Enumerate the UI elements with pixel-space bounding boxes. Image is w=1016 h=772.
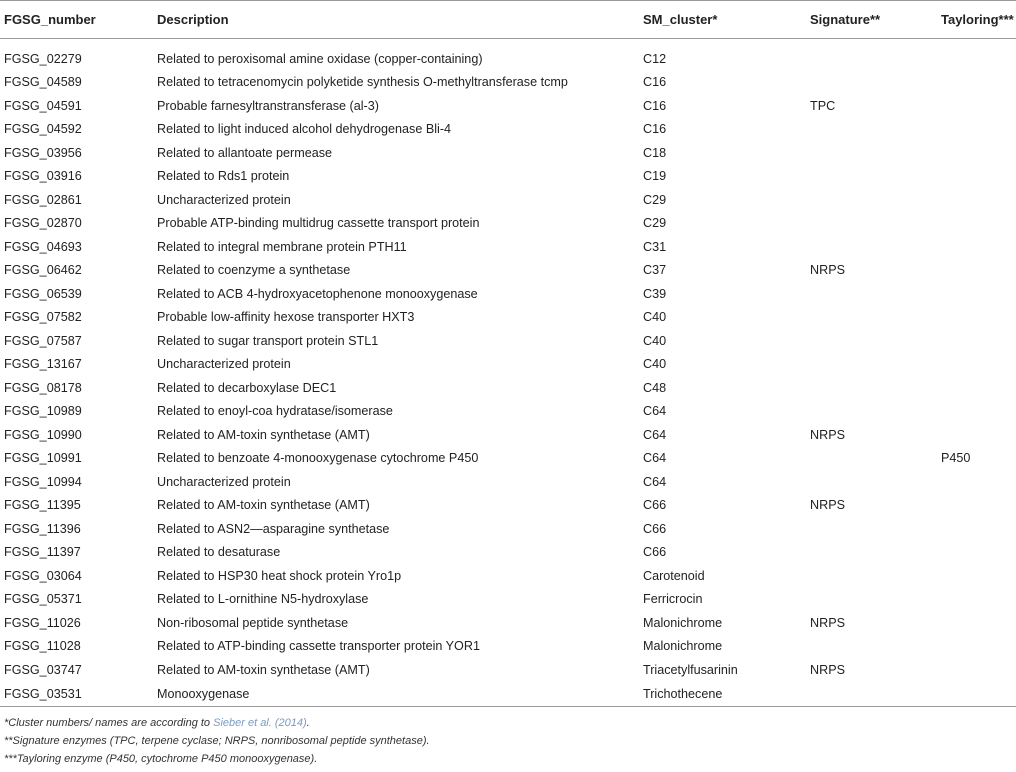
table-row (0, 517, 1016, 541)
cell-signature: NRPS (810, 263, 845, 278)
cell-description: Related to ASN2—asparagine synthetase (157, 521, 390, 536)
table-row (0, 541, 1016, 565)
table-row (0, 141, 1016, 165)
cell-sm-cluster: C64 (643, 474, 667, 489)
cell-tayloring (937, 541, 1016, 565)
cell-description: Related to allantoate permease (157, 145, 333, 160)
table-row (0, 165, 1016, 189)
cell-signature (806, 71, 937, 95)
cell-signature (806, 682, 937, 707)
cell-description: Related to benzoate 4-monooxygenase cytochrome P450 (157, 451, 479, 466)
cell-fgsg-number: FGSG_10994 (4, 474, 82, 489)
cell-fgsg-number: FGSG_13167 (4, 357, 82, 372)
footnote-tayloring: ***Tayloring enzyme (P450, cytochrome P450 monooxygenase). (4, 753, 318, 765)
header-sm-cluster: SM_cluster* (643, 12, 718, 27)
cell-fgsg-number: FGSG_07587 (4, 333, 82, 348)
cell-signature: NRPS (810, 662, 845, 677)
cell-sm-cluster: C64 (643, 404, 667, 419)
cell-signature (806, 235, 937, 259)
cell-tayloring (937, 282, 1016, 306)
cell-description: Related to AM-toxin synthetase (AMT) (157, 498, 370, 513)
table-row (0, 494, 1016, 518)
cell-description: Related to L-ornithine N5-hydroxylase (157, 592, 369, 607)
citation-link[interactable]: Sieber et al. (2014) (213, 717, 307, 729)
table-row (0, 564, 1016, 588)
cell-fgsg-number: FGSG_03531 (0, 682, 153, 707)
table-row (0, 306, 1016, 330)
table-row (0, 188, 1016, 212)
cell-tayloring (937, 423, 1016, 447)
cell-signature (806, 353, 937, 377)
cell-sm-cluster: Malonichrome (643, 639, 723, 654)
cell-sm-cluster: C29 (643, 192, 667, 207)
table-row (0, 447, 1016, 471)
table-row (0, 235, 1016, 259)
footnote-cluster-prefix: *Cluster numbers/ names are according to (4, 717, 214, 729)
cell-signature (806, 447, 937, 471)
cell-tayloring (937, 376, 1016, 400)
cell-signature (806, 376, 937, 400)
table-row (0, 400, 1016, 424)
cell-sm-cluster: C18 (643, 145, 667, 160)
cell-fgsg-number: FGSG_03064 (4, 568, 82, 583)
cell-tayloring (937, 47, 1016, 71)
table-row (0, 212, 1016, 236)
cell-sm-cluster: C37 (643, 263, 667, 278)
cell-sm-cluster: C66 (643, 498, 667, 513)
cell-signature: NRPS (810, 498, 845, 513)
cell-description: Uncharacterized protein (157, 192, 291, 207)
cell-fgsg-number: FGSG_11028 (4, 639, 81, 654)
cell-fgsg-number: FGSG_03916 (4, 169, 82, 184)
cell-tayloring (937, 235, 1016, 259)
cell-sm-cluster: Carotenoid (643, 568, 705, 583)
cell-sm-cluster: C40 (643, 357, 667, 372)
table-row (0, 588, 1016, 612)
footnote-signature: **Signature enzymes (TPC, terpene cyclase; NRPS, nonribosomal peptide synthetase). (4, 735, 430, 747)
table-row (0, 376, 1016, 400)
cell-tayloring (937, 94, 1016, 118)
cell-description: Related to light induced alcohol dehydrogenase Bli-4 (157, 122, 452, 137)
cell-signature (806, 470, 937, 494)
cell-tayloring (937, 517, 1016, 541)
cell-fgsg-number: FGSG_03956 (4, 145, 82, 160)
table-row (0, 329, 1016, 353)
cell-tayloring (937, 611, 1016, 635)
cell-tayloring (937, 188, 1016, 212)
cell-signature (806, 306, 937, 330)
cell-signature (806, 282, 937, 306)
table-row (0, 353, 1016, 377)
table-row (0, 658, 1016, 682)
cell-description: Related to Rds1 protein (157, 169, 290, 184)
cell-fgsg-number: FGSG_04592 (4, 122, 82, 137)
table-row (0, 47, 1016, 71)
cell-signature (806, 564, 937, 588)
cell-tayloring (937, 470, 1016, 494)
cell-description: Related to HSP30 heat shock protein Yro1p (157, 568, 402, 583)
cell-fgsg-number: FGSG_02861 (4, 192, 82, 207)
cell-sm-cluster: C66 (643, 545, 667, 560)
cell-description: Uncharacterized protein (157, 357, 291, 372)
cell-sm-cluster: C12 (643, 51, 667, 66)
cell-tayloring (937, 306, 1016, 330)
cell-fgsg-number: FGSG_08178 (4, 380, 82, 395)
cell-tayloring (937, 259, 1016, 283)
cell-fgsg-number: FGSG_10990 (4, 427, 82, 442)
cell-signature (806, 635, 937, 659)
table-row (0, 611, 1016, 635)
cell-sm-cluster: Trichothecene (639, 682, 806, 707)
cell-signature (806, 541, 937, 565)
cell-sm-cluster: C64 (643, 451, 667, 466)
cell-tayloring (937, 588, 1016, 612)
cell-description: Related to peroxisomal amine oxidase (copper-containing) (157, 51, 483, 66)
table-row (0, 71, 1016, 95)
cell-fgsg-number: FGSG_04693 (4, 239, 82, 254)
table-row (0, 282, 1016, 306)
cell-description: Probable low-affinity hexose transporter HXT3 (157, 310, 415, 325)
table-row (0, 635, 1016, 659)
cell-tayloring (937, 635, 1016, 659)
cell-fgsg-number: FGSG_10989 (4, 404, 82, 419)
table-row (0, 682, 1016, 707)
cell-description: Probable ATP-binding multidrug cassette transport protein (157, 216, 480, 231)
cell-description: Related to enoyl-coa hydratase/isomerase (157, 404, 393, 419)
table-row (0, 118, 1016, 142)
table-row (0, 470, 1016, 494)
table-body (0, 39, 1016, 707)
cell-tayloring (937, 165, 1016, 189)
cell-signature (806, 118, 937, 142)
cell-sm-cluster: C40 (643, 310, 667, 325)
cell-tayloring (937, 353, 1016, 377)
cell-signature: TPC (810, 98, 836, 113)
cell-signature (806, 188, 937, 212)
cell-sm-cluster: C16 (643, 75, 667, 90)
cell-description: Related to decarboxylase DEC1 (157, 380, 337, 395)
cell-fgsg-number: FGSG_10991 (4, 451, 82, 466)
cell-fgsg-number: FGSG_02279 (4, 51, 82, 66)
cell-sm-cluster: C29 (643, 216, 667, 231)
cell-tayloring (937, 400, 1016, 424)
cell-tayloring: P450 (941, 451, 971, 466)
table-header-row (0, 1, 1016, 39)
cell-fgsg-number: FGSG_11395 (4, 498, 81, 513)
cell-description: Related to desaturase (157, 545, 281, 560)
cell-sm-cluster: C66 (643, 521, 667, 536)
cell-sm-cluster: C19 (643, 169, 667, 184)
cell-signature (806, 588, 937, 612)
cell-signature (806, 165, 937, 189)
cell-sm-cluster: C16 (643, 122, 667, 137)
cell-signature (806, 47, 937, 71)
cell-fgsg-number: FGSG_05371 (4, 592, 82, 607)
cell-tayloring (937, 682, 1016, 707)
footnote-cluster (4, 714, 430, 732)
cell-sm-cluster: C31 (643, 239, 667, 254)
cell-signature (806, 517, 937, 541)
cell-sm-cluster: Ferricrocin (643, 592, 703, 607)
cell-tayloring (937, 141, 1016, 165)
cell-tayloring (937, 494, 1016, 518)
cell-fgsg-number: FGSG_11396 (4, 521, 81, 536)
cell-description: Related to ATP-binding cassette transporter protein YOR1 (157, 639, 480, 654)
cell-sm-cluster: Malonichrome (643, 615, 723, 630)
cell-fgsg-number: FGSG_03747 (4, 662, 82, 677)
cell-signature (806, 400, 937, 424)
cell-signature (806, 141, 937, 165)
cell-fgsg-number: FGSG_07582 (4, 310, 82, 325)
footnote-cluster-suffix: . (306, 717, 310, 729)
cell-description: Related to ACB 4-hydroxyacetophenone monooxygenase (157, 286, 478, 301)
header-fgsg-number: FGSG_number (4, 12, 96, 27)
cell-description: Probable farnesyltranstransferase (al-3) (157, 98, 379, 113)
cell-description: Monooxygenase (153, 682, 639, 707)
cell-fgsg-number: FGSG_11397 (4, 545, 81, 560)
cell-signature: NRPS (810, 427, 845, 442)
table-row (0, 94, 1016, 118)
footnotes (4, 714, 430, 768)
cell-description: Related to integral membrane protein PTH11 (157, 239, 407, 254)
cell-description: Related to sugar transport protein STL1 (157, 333, 379, 348)
table-row (0, 423, 1016, 447)
cell-tayloring (937, 118, 1016, 142)
cell-description: Non-ribosomal peptide synthetase (157, 615, 349, 630)
cell-sm-cluster: Triacetylfusarinin (643, 662, 738, 677)
cell-description: Related to AM-toxin synthetase (AMT) (157, 427, 370, 442)
cell-tayloring (937, 212, 1016, 236)
cell-sm-cluster: C39 (643, 286, 667, 301)
cell-fgsg-number: FGSG_02870 (4, 216, 82, 231)
cell-sm-cluster: C48 (643, 380, 667, 395)
table-spacer (0, 39, 1016, 48)
cell-signature: NRPS (810, 615, 845, 630)
cell-fgsg-number: FGSG_06462 (4, 263, 82, 278)
cell-signature (806, 329, 937, 353)
cell-fgsg-number: FGSG_04589 (4, 75, 82, 90)
cell-tayloring (937, 329, 1016, 353)
cell-fgsg-number: FGSG_11026 (4, 615, 81, 630)
cell-description: Related to tetracenomycin polyketide synthesis O-methyltransferase tcmp (157, 75, 568, 90)
cell-fgsg-number: FGSG_04591 (4, 98, 82, 113)
cell-sm-cluster: C16 (643, 98, 667, 113)
cell-sm-cluster: C40 (643, 333, 667, 348)
header-signature: Signature** (810, 12, 881, 27)
header-tayloring: Tayloring*** (941, 12, 1014, 27)
cell-fgsg-number: FGSG_06539 (4, 286, 82, 301)
header-description: Description (157, 12, 229, 27)
cell-description: Uncharacterized protein (157, 474, 291, 489)
cell-tayloring (937, 658, 1016, 682)
cell-tayloring (937, 564, 1016, 588)
cell-description: Related to coenzyme a synthetase (157, 263, 351, 278)
cell-description: Related to AM-toxin synthetase (AMT) (157, 662, 370, 677)
cell-signature (806, 212, 937, 236)
cell-tayloring (937, 71, 1016, 95)
table-row (0, 259, 1016, 283)
cell-sm-cluster: C64 (643, 427, 667, 442)
